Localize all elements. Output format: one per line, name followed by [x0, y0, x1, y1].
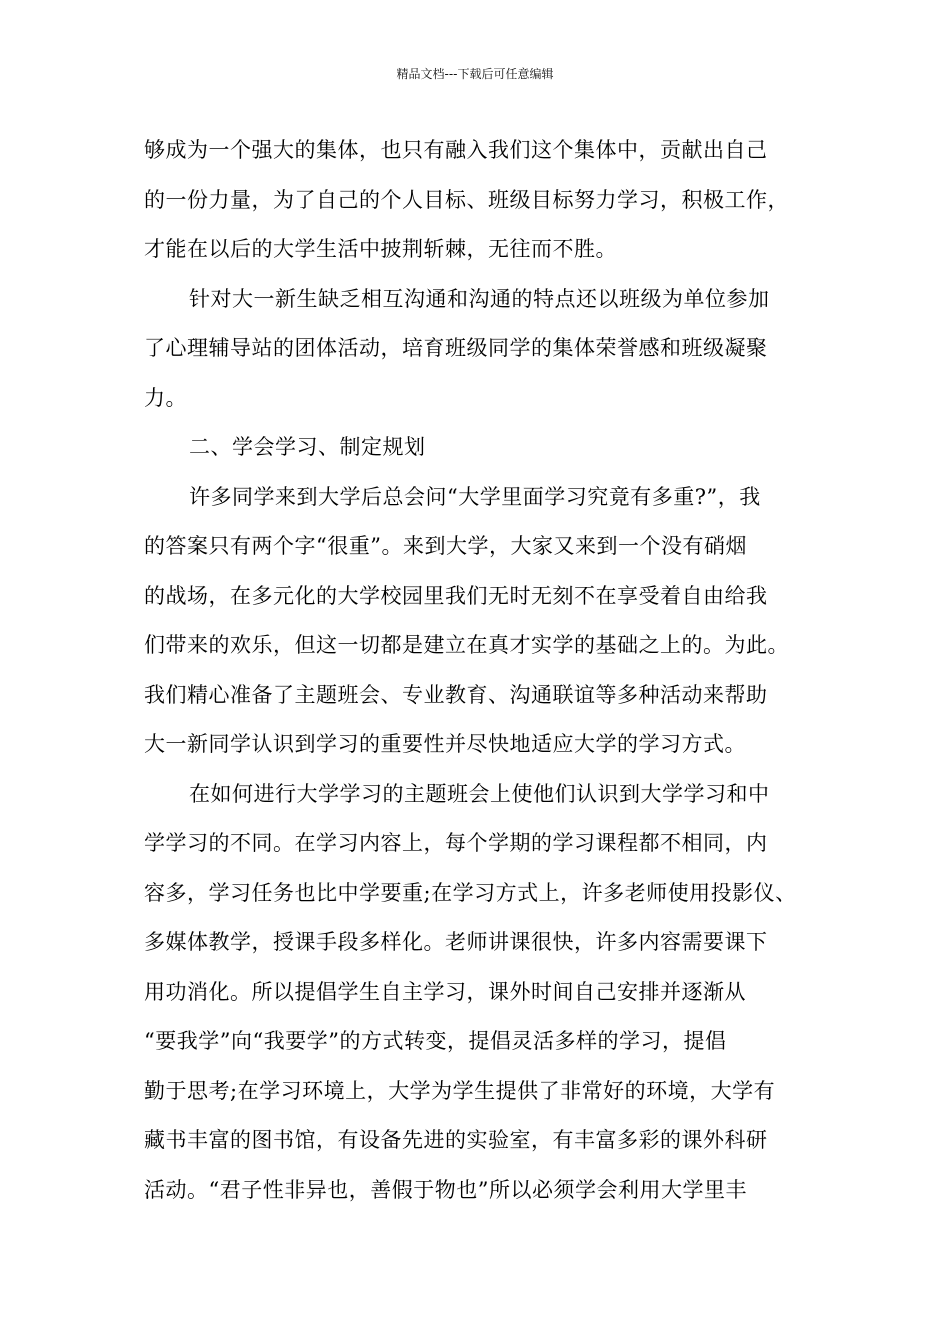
section-heading: 二、学会学习、制定规划 — [189, 435, 426, 459]
text-line: 大一新同学认识到学习的重要性并尽快地适应大学的学习方式。 — [144, 732, 746, 756]
text-line: 容多，学习任务也比中学要重;在学习方式上，许多老师使用投影仪、 — [144, 880, 797, 905]
text-line: 多媒体教学，授课手段多样化。老师讲课很快，许多内容需要课下 — [144, 930, 768, 954]
text-line: 的战场，在多元化的大学校园里我们无时无刻不在享受着自由给我 — [144, 583, 768, 608]
text-line: 才能在以后的大学生活中披荆斩棘，无往而不胜。 — [144, 237, 617, 261]
text-line: “要我学”向“我要学”的方式转变，提倡灵活多样的学习，提倡 — [144, 1029, 727, 1053]
text-line: 活动。“君子性非异也，善假于物也”所以必须学会利用大学里丰 — [144, 1177, 747, 1202]
text-line: 勤于思考;在学习环境上，大学为学生提供了非常好的环境，大学有 — [144, 1078, 776, 1103]
document-body — [144, 126, 824, 1215]
text-line: 藏书丰富的图书馆，有设备先进的实验室，有丰富多彩的课外科研 — [144, 1128, 768, 1152]
page-header: 精品文档---下载后可任意编辑 — [396, 67, 554, 81]
text-line: 学学习的不同。在学习内容上，每个学期的学习课程都不相同，内 — [144, 831, 768, 855]
text-line: 用功消化。所以提倡学生自主学习，课外时间自己安排并逐渐从 — [144, 979, 746, 1004]
text-line: 的答案只有两个字“很重”。来到大学，大家又来到一个没有硝烟 — [144, 534, 747, 558]
text-line: 够成为一个强大的集体，也只有融入我们这个集体中，贡献出自己 — [144, 138, 768, 162]
text-line: 许多同学来到大学后总会问“大学里面学习究竟有多重?”，我 — [189, 484, 761, 509]
text-line: 针对大一新生缺乏相互沟通和沟通的特点还以班级为单位参加 — [189, 286, 770, 311]
text-line: 了心理辅导站的团体活动，培育班级同学的集体荣誉感和班级凝聚 — [144, 336, 768, 360]
text-line: 力。 — [144, 385, 187, 410]
text-line: 的一份力量，为了自己的个人目标、班级目标努力学习，积极工作， — [144, 187, 789, 212]
text-line: 在如何进行大学学习的主题班会上使他们认识到大学学习和中 — [189, 781, 770, 806]
text-line: 我们精心准备了主题班会、专业教育、沟通联谊等多种活动来帮助 — [144, 682, 768, 707]
text-line: 们带来的欢乐，但这一切都是建立在真才实学的基础之上的。为此。 — [144, 633, 789, 657]
